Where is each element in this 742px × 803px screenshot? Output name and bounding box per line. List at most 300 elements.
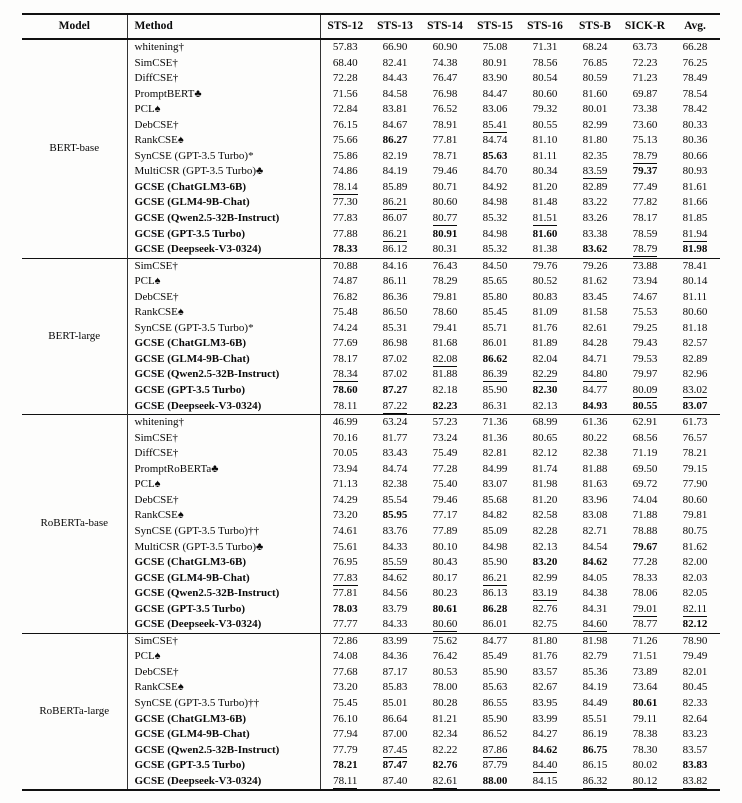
score-value: 84.28 [582, 337, 608, 350]
score-cell [470, 680, 520, 696]
score-value: 71.13 [332, 478, 358, 491]
score-value: 84.71 [582, 352, 608, 365]
score-value: 84.38 [582, 587, 608, 600]
score-cell [470, 524, 520, 540]
method-cell: GCSE (GLM4-9B-Chat) [127, 195, 320, 211]
score-cell [320, 431, 370, 447]
score-value: 70.16 [332, 431, 358, 444]
best-score: 82.30 [532, 384, 558, 397]
score-cell [520, 571, 570, 587]
score-value: 80.66 [682, 149, 708, 162]
score-cell [370, 431, 420, 447]
score-value: 60.90 [432, 41, 458, 53]
second-best-score: 78.14 [332, 180, 358, 193]
second-best-score: 77.83 [332, 571, 358, 584]
score-value: 82.81 [482, 447, 508, 460]
method-cell: GCSE (Deepseek-V3-0324) [127, 399, 320, 415]
table-row [22, 149, 720, 165]
score-value: 75.86 [332, 149, 358, 162]
score-cell [570, 118, 620, 134]
score-value: 72.86 [332, 634, 358, 647]
score-value: 80.54 [532, 72, 558, 85]
score-cell [370, 617, 420, 633]
score-cell [570, 493, 620, 509]
score-cell [370, 39, 420, 56]
score-value: 87.02 [382, 368, 408, 381]
score-value: 76.42 [432, 650, 458, 663]
score-value: 83.07 [482, 478, 508, 491]
score-value: 71.56 [332, 87, 358, 100]
table-row [22, 39, 720, 56]
second-best-score: 83.82 [682, 774, 708, 787]
score-value: 74.24 [332, 321, 358, 334]
score-cell [320, 493, 370, 509]
score-cell [570, 633, 620, 649]
score-value: 81.76 [532, 650, 558, 663]
table-row [22, 352, 720, 368]
table-row [22, 665, 720, 681]
score-value: 78.17 [332, 352, 358, 365]
score-value: 80.59 [582, 72, 608, 85]
score-cell [420, 477, 470, 493]
score-cell [670, 258, 720, 274]
score-cell [670, 555, 720, 571]
score-cell [370, 508, 420, 524]
best-score: 80.61 [432, 602, 458, 615]
score-value: 84.99 [482, 462, 508, 475]
score-value: 79.15 [682, 462, 708, 475]
score-cell [370, 477, 420, 493]
second-best-score: 86.21 [382, 196, 408, 209]
score-value: 83.81 [382, 103, 408, 116]
score-cell [620, 649, 670, 665]
score-value: 82.04 [532, 352, 558, 365]
score-cell [670, 336, 720, 352]
score-cell [320, 87, 370, 103]
table-header [22, 14, 720, 39]
results-table-wrapper [22, 13, 720, 791]
score-cell [620, 571, 670, 587]
score-cell [420, 71, 470, 87]
method-cell: GCSE (ChatGLM3-6B) [127, 180, 320, 196]
table-row [22, 227, 720, 243]
score-value: 81.63 [582, 478, 608, 491]
score-cell [370, 321, 420, 337]
method-cell: PCL♠ [127, 477, 320, 493]
table-row [22, 211, 720, 227]
score-cell [570, 87, 620, 103]
score-value: 78.06 [632, 587, 658, 600]
best-score: 83.07 [682, 399, 708, 412]
score-cell [620, 415, 670, 431]
table-row [22, 446, 720, 462]
score-value: 84.98 [482, 540, 508, 553]
score-value: 82.96 [682, 368, 708, 381]
score-cell [620, 540, 670, 556]
score-cell [370, 774, 420, 791]
score-value: 71.88 [632, 509, 658, 522]
score-value: 82.79 [582, 650, 608, 663]
score-cell [670, 180, 720, 196]
second-best-score: 79.01 [632, 602, 658, 615]
score-value: 76.10 [332, 712, 358, 725]
score-cell [320, 352, 370, 368]
second-best-score: 84.80 [582, 368, 608, 381]
score-value: 83.06 [482, 103, 508, 116]
score-cell [620, 383, 670, 399]
score-cell [320, 290, 370, 306]
score-cell [570, 195, 620, 211]
column-header-sts-12: STS-12 [320, 14, 370, 39]
table-row [22, 743, 720, 759]
score-cell [520, 102, 570, 118]
score-value: 75.13 [632, 134, 658, 147]
score-cell [470, 477, 520, 493]
score-cell [670, 290, 720, 306]
score-value: 77.69 [332, 337, 358, 350]
score-cell [570, 727, 620, 743]
score-cell [570, 56, 620, 72]
second-best-score: 80.12 [632, 774, 658, 787]
score-cell [670, 164, 720, 180]
score-value: 71.19 [632, 447, 658, 460]
score-value: 71.51 [632, 650, 658, 663]
score-value: 69.50 [632, 462, 658, 475]
score-cell [420, 555, 470, 571]
score-cell [620, 477, 670, 493]
score-cell [570, 274, 620, 290]
score-value: 77.82 [632, 196, 658, 209]
score-value: 81.21 [432, 712, 458, 725]
score-value: 77.30 [332, 196, 358, 209]
score-cell [520, 431, 570, 447]
score-value: 86.31 [482, 399, 508, 412]
score-value: 83.96 [582, 493, 608, 506]
table-row [22, 195, 720, 211]
score-cell [520, 743, 570, 759]
score-cell [670, 665, 720, 681]
second-best-score: 81.51 [532, 212, 558, 225]
score-value: 81.80 [582, 134, 608, 147]
score-cell [470, 180, 520, 196]
score-cell [670, 352, 720, 368]
method-cell: GCSE (Deepseek-V3-0324) [127, 242, 320, 258]
score-cell [470, 540, 520, 556]
score-value: 76.52 [432, 103, 458, 116]
second-best-score: 78.79 [632, 243, 658, 256]
score-value: 85.45 [482, 306, 508, 319]
score-cell [620, 774, 670, 791]
score-value: 80.34 [532, 165, 558, 178]
score-cell [670, 743, 720, 759]
score-value: 81.62 [682, 540, 708, 553]
method-cell: PCL♠ [127, 102, 320, 118]
score-value: 86.13 [482, 587, 508, 600]
score-cell [620, 680, 670, 696]
table-row [22, 383, 720, 399]
score-value: 76.95 [332, 556, 358, 569]
score-cell [370, 555, 420, 571]
score-cell [670, 305, 720, 321]
score-value: 86.50 [382, 306, 408, 319]
score-cell [470, 383, 520, 399]
table-row [22, 774, 720, 791]
table-row [22, 493, 720, 509]
score-value: 85.71 [482, 321, 508, 334]
score-cell [520, 696, 570, 712]
score-value: 86.11 [382, 275, 408, 288]
score-value: 79.97 [632, 368, 658, 381]
score-value: 81.20 [532, 493, 558, 506]
method-cell: DebCSE† [127, 290, 320, 306]
score-cell [520, 586, 570, 602]
header-row [22, 14, 720, 39]
score-value: 71.26 [632, 634, 658, 647]
score-value: 80.60 [682, 493, 708, 506]
score-value: 83.26 [582, 212, 608, 225]
score-value: 86.98 [382, 337, 408, 350]
score-cell [670, 56, 720, 72]
score-cell [470, 602, 520, 618]
score-cell [470, 431, 520, 447]
best-score: 78.33 [332, 243, 358, 256]
score-value: 82.13 [532, 540, 558, 553]
score-cell [470, 727, 520, 743]
table-row [22, 274, 720, 290]
score-value: 80.65 [532, 431, 558, 444]
best-score: 85.63 [482, 149, 508, 162]
score-value: 80.60 [532, 87, 558, 100]
score-value: 84.92 [482, 180, 508, 193]
score-cell [420, 133, 470, 149]
score-value: 79.81 [432, 290, 458, 303]
score-value: 77.77 [332, 618, 358, 631]
score-cell [370, 758, 420, 774]
score-value: 84.74 [482, 134, 508, 147]
score-cell [370, 743, 420, 759]
score-value: 83.90 [482, 72, 508, 85]
score-cell [670, 758, 720, 774]
score-cell [520, 540, 570, 556]
table-row [22, 462, 720, 478]
score-value: 78.00 [432, 681, 458, 694]
score-cell [320, 571, 370, 587]
score-value: 82.41 [382, 56, 408, 69]
score-cell [370, 149, 420, 165]
score-value: 68.40 [332, 56, 358, 69]
score-value: 86.01 [482, 337, 508, 350]
score-cell [320, 367, 370, 383]
score-value: 82.13 [532, 399, 558, 412]
score-cell [620, 227, 670, 243]
score-cell [370, 462, 420, 478]
score-value: 84.19 [582, 681, 608, 694]
score-cell [570, 39, 620, 56]
score-value: 79.26 [582, 259, 608, 272]
score-value: 84.74 [382, 462, 408, 475]
score-value: 80.53 [432, 665, 458, 678]
score-cell [370, 633, 420, 649]
table-row [22, 431, 720, 447]
score-value: 82.18 [432, 384, 458, 397]
method-cell: PromptRoBERTa♣ [127, 462, 320, 478]
score-cell [370, 290, 420, 306]
second-best-score: 78.11 [333, 774, 358, 787]
score-cell [520, 383, 570, 399]
table-row [22, 524, 720, 540]
score-value: 79.81 [682, 509, 708, 522]
score-cell [570, 758, 620, 774]
score-cell [320, 71, 370, 87]
score-cell [570, 258, 620, 274]
score-cell [620, 586, 670, 602]
score-value: 86.64 [382, 712, 408, 725]
score-cell [370, 118, 420, 134]
score-value: 84.27 [532, 728, 558, 741]
score-value: 74.08 [332, 650, 358, 663]
score-cell [370, 571, 420, 587]
score-cell [670, 102, 720, 118]
score-cell [520, 164, 570, 180]
second-best-score: 81.94 [682, 227, 708, 240]
score-cell [470, 242, 520, 258]
score-cell [520, 56, 570, 72]
score-cell [470, 305, 520, 321]
score-cell [670, 633, 720, 649]
score-cell [570, 133, 620, 149]
best-score: 82.23 [432, 399, 458, 412]
score-cell [570, 617, 620, 633]
score-value: 82.05 [682, 587, 708, 600]
second-best-score: 84.60 [582, 618, 608, 631]
score-value: 81.88 [582, 462, 608, 475]
method-cell: GCSE (ChatGLM3-6B) [127, 336, 320, 352]
best-score: 78.03 [332, 602, 358, 615]
method-cell: GCSE (GLM4-9B-Chat) [127, 571, 320, 587]
best-score: 86.75 [582, 743, 608, 756]
score-cell [370, 586, 420, 602]
table-row [22, 242, 720, 258]
score-value: 69.87 [632, 87, 658, 100]
score-cell [470, 586, 520, 602]
score-cell [670, 321, 720, 337]
score-value: 78.17 [632, 212, 658, 225]
score-value: 72.23 [632, 56, 658, 69]
score-cell [570, 102, 620, 118]
score-cell [420, 87, 470, 103]
score-cell [420, 321, 470, 337]
score-cell [620, 211, 670, 227]
score-value: 82.38 [382, 478, 408, 491]
score-value: 84.56 [382, 587, 408, 600]
table-row [22, 477, 720, 493]
best-score: 82.76 [432, 759, 458, 772]
best-score: 78.60 [332, 384, 358, 397]
score-value: 84.43 [382, 72, 408, 85]
score-cell [670, 118, 720, 134]
score-cell [520, 508, 570, 524]
score-cell [620, 493, 670, 509]
score-cell [420, 180, 470, 196]
table-row [22, 118, 720, 134]
score-cell [420, 399, 470, 415]
score-cell [570, 211, 620, 227]
score-cell [520, 149, 570, 165]
score-cell [570, 415, 620, 431]
table-row [22, 602, 720, 618]
score-value: 74.29 [332, 493, 358, 506]
score-cell [520, 399, 570, 415]
score-value: 83.99 [532, 712, 558, 725]
score-cell [520, 133, 570, 149]
score-cell [670, 540, 720, 556]
score-cell [470, 274, 520, 290]
score-value: 74.04 [632, 493, 658, 506]
score-cell [570, 696, 620, 712]
score-value: 84.19 [382, 165, 408, 178]
score-cell [670, 586, 720, 602]
best-score: 86.27 [382, 134, 408, 147]
score-cell [520, 336, 570, 352]
score-cell [620, 102, 670, 118]
best-score: 87.47 [382, 759, 408, 772]
method-cell: GCSE (GPT-3.5 Turbo) [127, 602, 320, 618]
score-cell [470, 399, 520, 415]
best-score: 87.27 [382, 384, 408, 397]
score-value: 82.89 [682, 352, 708, 365]
score-cell [420, 649, 470, 665]
score-cell [470, 774, 520, 791]
score-cell [320, 446, 370, 462]
score-value: 81.88 [432, 368, 458, 381]
second-best-score: 86.39 [482, 368, 508, 381]
score-cell [370, 71, 420, 87]
score-value: 87.00 [382, 728, 408, 741]
second-best-score: 82.29 [532, 368, 558, 381]
score-value: 81.58 [582, 306, 608, 319]
model-group-roberta-large [22, 633, 720, 790]
score-cell [570, 367, 620, 383]
score-cell [470, 493, 520, 509]
score-cell [320, 758, 370, 774]
score-cell [320, 696, 370, 712]
column-header-sts-14: STS-14 [420, 14, 470, 39]
score-value: 83.22 [582, 196, 608, 209]
score-value: 76.57 [682, 431, 708, 444]
score-value: 75.48 [332, 306, 358, 319]
table-row [22, 415, 720, 431]
score-cell [570, 743, 620, 759]
score-value: 82.34 [432, 728, 458, 741]
score-value: 74.87 [332, 275, 358, 288]
score-cell [620, 258, 670, 274]
score-value: 77.88 [332, 227, 358, 240]
score-cell [420, 336, 470, 352]
score-cell [470, 462, 520, 478]
score-value: 86.01 [482, 618, 508, 631]
method-cell: whitening† [127, 415, 320, 431]
results-table [22, 13, 720, 791]
score-cell [420, 352, 470, 368]
score-value: 86.52 [482, 728, 508, 741]
table-row [22, 180, 720, 196]
score-cell [570, 524, 620, 540]
score-cell [420, 415, 470, 431]
score-cell [420, 727, 470, 743]
score-cell [620, 149, 670, 165]
score-value: 87.40 [382, 774, 408, 787]
score-cell [320, 39, 370, 56]
